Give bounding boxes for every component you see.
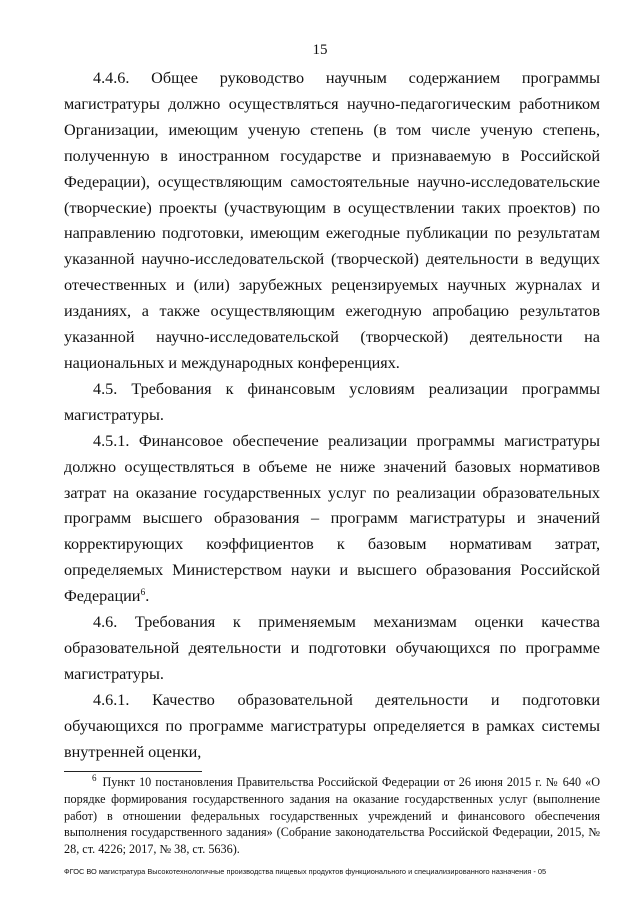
paragraph-4-6: 4.6. Требования к применяемым механизмам оценки качества образовательной деятельности и подготовки обучающихся по программе магистратуры. xyxy=(64,613,600,683)
paragraph-4-6-1: 4.6.1. Качество образовательной деятельности и подготовки обучающихся по программе магистратуры определяется в рамках системы внутренней оценки, xyxy=(64,690,600,761)
footnote-reference[interactable]: 6 xyxy=(140,588,146,599)
footnote-mark: 6 xyxy=(92,773,97,783)
paragraph-4-5-1 xyxy=(64,429,600,610)
page-number: 15 xyxy=(312,42,328,58)
footnote-separator xyxy=(64,771,202,772)
footnote xyxy=(64,774,600,858)
footnote-text: Пункт 10 постановления Правительства Российской Федерации от 26 июня 2015 г. № 640 «О порядке формирования государственного задания на оказание государственных услуг (выполнение работ) в отношении федеральных государственных учреждений и финансового обеспечения выполнения государственного задания» (Собрание законодательства Российской Федерации, 2015, № 28, ст. 4226; 2017, № 38, ст. 5636). xyxy=(64,775,600,857)
paragraph-4-5-1-end: . xyxy=(145,587,150,606)
paragraph-4-5-1-text: 4.5.1. Финансовое обеспечение реализации программы магистратуры должно осуществляться в объеме не ниже значений базовых нормативов затрат на оказание государственных услуг по реализации образовательных программ высшего образования – программ магистратуры и значений корректирующих коэффициентов к базовым нормативам затрат, определяемых Министерством науки и высшего образования Российской Федерации xyxy=(64,431,600,606)
main-text xyxy=(64,66,600,765)
paragraph-4-5: 4.5. Требования к финансовым условиям реализации программы магистратуры. xyxy=(64,379,600,424)
paragraph-4-4-6: 4.4.6. Общее руководство научным содержанием программы магистратуры должно осуществляться научно-педагогическим работником Организации, имеющим ученую степень (в том числе ученую степень, полученную в иностранном государстве и признаваемую в Российской Федерации), осуществляющим самостоятельные научно-исследовательские (творческие) проекты (участвующим в осуществлении таких проектов) по направлению подготовки, имеющим ежегодные публикации по результатам указанной научно-исследовательской (творческой) деятельности в ведущих отечественных и (или) зарубежных рецензируемых научных журналах и изданиях, а также осуществляющим ежегодную апробацию результатов указанной научно-исследовательской (творческой) деятельности на национальных и международных конференциях. xyxy=(64,69,600,372)
page-footer: ФГОС ВО магистратура Высокотехнологичные производства пищевых продуктов функционального и специализированного назначения - 05 xyxy=(64,867,547,876)
